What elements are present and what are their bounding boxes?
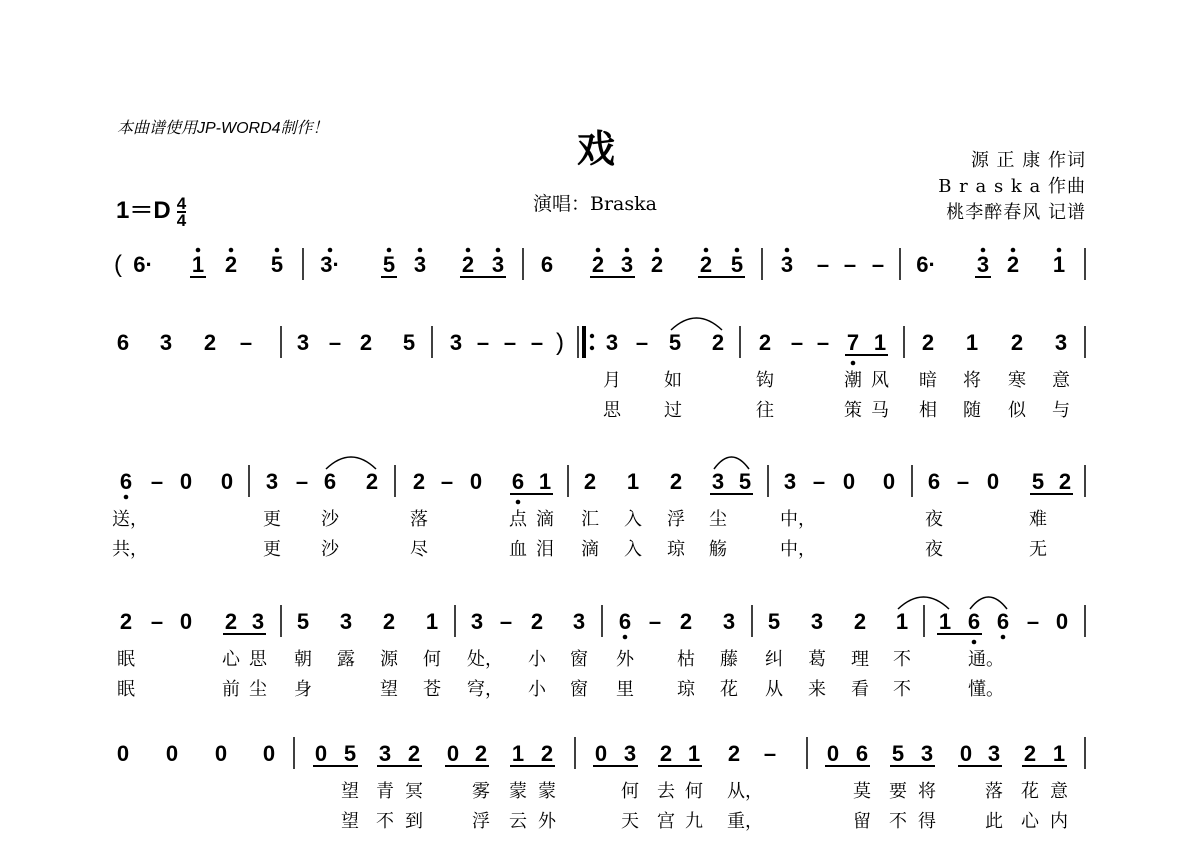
- note: 2: [461, 252, 475, 277]
- note: 5: [402, 330, 416, 355]
- lyric-char: 露: [337, 649, 355, 670]
- lyric-char: 藤: [720, 649, 738, 670]
- note: 2: [679, 609, 693, 634]
- note: 3: [159, 330, 173, 355]
- dash-mark: –: [239, 330, 253, 355]
- high-octave-dot: [704, 248, 709, 253]
- repeat-dot: [590, 346, 594, 350]
- note: 5: [343, 741, 357, 766]
- lyric-char: 中，: [780, 509, 816, 530]
- lyric-char: 望: [380, 679, 398, 700]
- lyric-char: 望: [341, 781, 359, 802]
- note: 0: [220, 469, 234, 494]
- lyric-char: 理: [851, 649, 869, 670]
- note: 1: [1052, 252, 1066, 277]
- high-octave-dot: [466, 248, 471, 253]
- note: 0: [179, 609, 193, 634]
- dash-mark: –: [816, 252, 830, 277]
- note: 6: [540, 252, 554, 277]
- lyric-char: 通。: [968, 649, 1004, 670]
- note: 5: [730, 252, 744, 277]
- note: 1: [1052, 741, 1066, 766]
- lyric-char: 难: [1029, 509, 1047, 530]
- lyric-char: 前: [222, 679, 240, 700]
- lyric-char: 滴: [581, 539, 599, 560]
- lyric-char: 雾: [472, 781, 490, 802]
- dash-mark: –: [763, 741, 777, 766]
- lyric-char: 血: [509, 539, 527, 560]
- note: 3: [470, 609, 484, 634]
- note: 3·: [320, 252, 340, 277]
- note: 0: [959, 741, 973, 766]
- dash-mark: –: [328, 330, 342, 355]
- note: 2: [650, 252, 664, 277]
- note: 0: [179, 469, 193, 494]
- lyric-char: 要: [889, 781, 907, 802]
- lyric-char: 意: [1052, 370, 1070, 391]
- note: 2: [365, 469, 379, 494]
- lyric-char: 宫: [657, 811, 675, 832]
- note: 0: [1055, 609, 1069, 634]
- software-credit: 本曲谱使用JP-WORD4制作！: [117, 120, 329, 137]
- dash-mark: –: [816, 330, 830, 355]
- note: 2: [530, 609, 544, 634]
- dash-mark: –: [150, 469, 164, 494]
- note: 6: [927, 469, 941, 494]
- note: 2: [853, 609, 867, 634]
- lyric-char: 小: [528, 679, 546, 700]
- dash-mark: –: [790, 330, 804, 355]
- lyric-char: 滴: [536, 509, 554, 530]
- note: 3: [620, 252, 634, 277]
- note: 6: [116, 330, 130, 355]
- tie-slur: [714, 457, 749, 469]
- lyric-char: 尽: [410, 539, 428, 560]
- lyric-char: 朝: [294, 649, 312, 670]
- lyric-char: 不: [889, 811, 907, 832]
- note: 2: [1006, 252, 1020, 277]
- low-octave-dot: [623, 635, 628, 640]
- lyric-char: 不: [376, 811, 394, 832]
- lyric-char: 更: [263, 539, 281, 560]
- note: 3: [711, 469, 725, 494]
- lyric-char: 蒙: [509, 781, 527, 802]
- lyric-char: 琼: [667, 539, 685, 560]
- lyricist-credit: 源 正 康 作词: [970, 150, 1086, 171]
- lyric-char: 从，: [727, 781, 763, 802]
- note: 3: [780, 252, 794, 277]
- lyric-char: 到: [405, 811, 423, 832]
- note: 0: [826, 741, 840, 766]
- lyric-char: 花: [1021, 781, 1039, 802]
- high-octave-dot: [1057, 248, 1062, 253]
- note: 1: [965, 330, 979, 355]
- lyric-char: 入: [624, 539, 642, 560]
- song-title: 戏: [577, 127, 616, 171]
- lyric-char: 何: [423, 649, 441, 670]
- lyric-char: 思: [249, 649, 267, 670]
- lyric-char: 中，: [780, 539, 816, 560]
- lyric-char: 重，: [727, 811, 763, 832]
- note: 0: [446, 741, 460, 766]
- lyric-char: 将: [918, 781, 936, 802]
- lyric-char: 眠: [117, 679, 135, 700]
- note: 1: [538, 469, 552, 494]
- note: 5: [270, 252, 284, 277]
- lyric-char: 小: [528, 649, 546, 670]
- note: 2: [412, 469, 426, 494]
- note: 2: [591, 252, 605, 277]
- lyric-char: 外: [538, 811, 556, 832]
- lyric-char: 思: [603, 400, 621, 421]
- lyric-char: 去: [657, 781, 675, 802]
- note: 5: [296, 609, 310, 634]
- low-octave-dot: [124, 495, 129, 500]
- note: 1: [687, 741, 701, 766]
- note: 2: [1023, 741, 1037, 766]
- lyric-char: 不: [893, 649, 911, 670]
- lyric-char: 过: [664, 400, 682, 421]
- lyric-char: 落: [410, 509, 428, 530]
- note: 0: [842, 469, 856, 494]
- lyric-char: 穹，: [467, 679, 503, 700]
- lyric-char: 来: [808, 679, 826, 700]
- note: 6: [855, 741, 869, 766]
- lyric-char: 与: [1052, 400, 1070, 421]
- note: 2: [727, 741, 741, 766]
- lyric-char: 此: [985, 811, 1003, 832]
- dash-mark: –: [530, 330, 544, 355]
- lyric-char: 共，: [112, 539, 148, 560]
- composer-credit: B r a s k a 作曲: [938, 176, 1086, 197]
- lyric-char: 望: [341, 811, 359, 832]
- note: 3: [810, 609, 824, 634]
- tie-slur: [970, 597, 1007, 609]
- high-octave-dot: [1011, 248, 1016, 253]
- lyric-char: 看: [851, 679, 869, 700]
- lyric-char: 眠: [117, 649, 135, 670]
- note: 0: [882, 469, 896, 494]
- high-octave-dot: [785, 248, 790, 253]
- lyric-char: 点: [509, 509, 527, 530]
- note: 3: [920, 741, 934, 766]
- lyric-char: 莫: [853, 781, 871, 802]
- lyric-char: 天: [621, 811, 639, 832]
- note: 5: [767, 609, 781, 634]
- lyric-char: 似: [1008, 400, 1026, 421]
- note: 6: [511, 469, 525, 494]
- note: 2: [119, 609, 133, 634]
- low-octave-dot: [516, 500, 521, 505]
- dash-mark: –: [503, 330, 517, 355]
- note: 0: [314, 741, 328, 766]
- lyric-char: 何: [621, 781, 639, 802]
- note: 3: [378, 741, 392, 766]
- repeat-dot: [590, 334, 594, 338]
- note: 3: [783, 469, 797, 494]
- lyric-char: 里: [616, 679, 634, 700]
- high-octave-dot: [496, 248, 501, 253]
- lyric-char: 留: [853, 811, 871, 832]
- low-octave-dot: [851, 361, 856, 366]
- dash-mark: –: [635, 330, 649, 355]
- time-numerator: 4: [176, 193, 187, 213]
- lyric-char: 钩: [756, 370, 774, 391]
- high-octave-dot: [196, 248, 201, 253]
- lyric-char: 处，: [467, 649, 503, 670]
- note: 6: [618, 609, 632, 634]
- lyric-char: 琼: [677, 679, 695, 700]
- note: 2: [382, 609, 396, 634]
- lyric-char: 汇: [581, 509, 599, 530]
- lyric-char: 觞: [709, 539, 727, 560]
- note: 6·: [916, 252, 936, 277]
- note: 0: [262, 741, 276, 766]
- transcriber-credit: 桃李醉春风 记谱: [946, 202, 1086, 223]
- dash-mark: –: [812, 469, 826, 494]
- lyric-char: 云: [509, 811, 527, 832]
- note: 3: [605, 330, 619, 355]
- note: 3: [1054, 330, 1068, 355]
- lyric-char: 纠: [765, 649, 783, 670]
- lyric-char: 尘: [709, 509, 727, 530]
- lyric-char: 花: [720, 679, 738, 700]
- lyric-char: 尘: [249, 679, 267, 700]
- lyric-char: 得: [918, 811, 936, 832]
- dash-mark: –: [648, 609, 662, 634]
- note: 1: [938, 609, 952, 634]
- note: 1: [191, 252, 205, 277]
- lyric-char: 随: [963, 400, 981, 421]
- lyric-char: 窗: [570, 679, 588, 700]
- lyric-char: 心: [222, 649, 240, 670]
- lyric-char: 枯: [677, 649, 695, 670]
- note: 2: [224, 252, 238, 277]
- note: 6: [119, 469, 133, 494]
- lyric-char: 不: [893, 679, 911, 700]
- lyric-char: 入: [624, 509, 642, 530]
- lyric-char: 月: [603, 370, 621, 391]
- high-octave-dot: [735, 248, 740, 253]
- lyric-char: 窗: [570, 649, 588, 670]
- lyric-char: 九: [685, 811, 703, 832]
- lyric-char: 落: [985, 781, 1003, 802]
- lyric-char: 从: [765, 679, 783, 700]
- note: 2: [540, 741, 554, 766]
- note: 0: [469, 469, 483, 494]
- note: 3: [449, 330, 463, 355]
- lyric-char: 暗: [919, 370, 937, 391]
- note: 2: [758, 330, 772, 355]
- key-signature: 1＝D: [116, 197, 171, 224]
- lyric-char: 蒙: [538, 781, 556, 802]
- lyric-char: 外: [616, 649, 634, 670]
- note: 2: [1058, 469, 1072, 494]
- note: 3: [491, 252, 505, 277]
- note: 2: [407, 741, 421, 766]
- dash-mark: –: [843, 252, 857, 277]
- note: 6: [996, 609, 1010, 634]
- note: 3: [623, 741, 637, 766]
- low-octave-dot: [972, 640, 977, 645]
- dash-mark: –: [295, 469, 309, 494]
- lyric-char: 心: [1021, 811, 1039, 832]
- note: 3: [251, 609, 265, 634]
- note: 2: [921, 330, 935, 355]
- note: 3: [265, 469, 279, 494]
- lyric-char: 风: [871, 370, 889, 391]
- high-octave-dot: [275, 248, 280, 253]
- lyric-char: 策: [844, 400, 862, 421]
- lyric-char: 意: [1050, 781, 1068, 802]
- dash-mark: –: [1026, 609, 1040, 634]
- lyric-char: 将: [963, 370, 981, 391]
- lyric-char: 葛: [808, 649, 826, 670]
- note: 2: [1010, 330, 1024, 355]
- note: 2: [669, 469, 683, 494]
- lyric-char: 马: [871, 400, 889, 421]
- dash-mark: –: [150, 609, 164, 634]
- high-octave-dot: [328, 248, 333, 253]
- note: 0: [594, 741, 608, 766]
- lyric-char: 更: [263, 509, 281, 530]
- note: 3: [722, 609, 736, 634]
- note: 1: [626, 469, 640, 494]
- lyric-char: 相: [919, 400, 937, 421]
- parenthesis: ): [556, 329, 564, 356]
- note: 0: [116, 741, 130, 766]
- note: 6: [323, 469, 337, 494]
- note: 6·: [133, 252, 153, 277]
- lyric-char: 送，: [112, 509, 148, 530]
- dash-mark: –: [871, 252, 885, 277]
- lyric-char: 夜: [925, 539, 943, 560]
- note: 3: [572, 609, 586, 634]
- lyric-char: 浮: [472, 811, 490, 832]
- high-octave-dot: [625, 248, 630, 253]
- note: 5: [668, 330, 682, 355]
- singer-credit: 演唱：Braska: [533, 193, 657, 215]
- note: 2: [224, 609, 238, 634]
- note: 1: [895, 609, 909, 634]
- parenthesis: (: [114, 251, 122, 278]
- tie-slur: [671, 318, 722, 330]
- lyric-char: 何: [685, 781, 703, 802]
- high-octave-dot: [418, 248, 423, 253]
- note: 2: [203, 330, 217, 355]
- note: 3: [339, 609, 353, 634]
- lyric-char: 泪: [536, 539, 554, 560]
- note: 1: [425, 609, 439, 634]
- high-octave-dot: [229, 248, 234, 253]
- tie-slur: [326, 457, 376, 469]
- note: 3: [413, 252, 427, 277]
- note: 2: [474, 741, 488, 766]
- lyric-char: 冥: [405, 781, 423, 802]
- lyric-char: 内: [1050, 811, 1068, 832]
- note: 5: [738, 469, 752, 494]
- lyric-char: 浮: [667, 509, 685, 530]
- lyric-char: 沙: [321, 539, 339, 560]
- note: 3: [987, 741, 1001, 766]
- lyric-char: 无: [1029, 539, 1047, 560]
- note: 5: [1031, 469, 1045, 494]
- low-octave-dot: [1001, 635, 1006, 640]
- lyric-char: 往: [756, 400, 774, 421]
- lyric-char: 潮: [844, 370, 862, 391]
- dash-mark: –: [499, 609, 513, 634]
- lyric-char: 青: [376, 781, 394, 802]
- high-octave-dot: [655, 248, 660, 253]
- note: 5: [891, 741, 905, 766]
- high-octave-dot: [387, 248, 392, 253]
- note: 3: [976, 252, 990, 277]
- high-octave-dot: [981, 248, 986, 253]
- note: 7: [846, 330, 860, 355]
- dash-mark: –: [956, 469, 970, 494]
- lyric-char: 寒: [1008, 370, 1026, 391]
- note: 3: [296, 330, 310, 355]
- note: 2: [359, 330, 373, 355]
- lyric-char: 如: [664, 370, 682, 391]
- dash-mark: –: [440, 469, 454, 494]
- note: 2: [659, 741, 673, 766]
- note: 6: [967, 609, 981, 634]
- note: 5: [382, 252, 396, 277]
- dash-mark: –: [476, 330, 490, 355]
- note: 1: [511, 741, 525, 766]
- lyric-char: 沙: [321, 509, 339, 530]
- note: 0: [165, 741, 179, 766]
- note: 2: [711, 330, 725, 355]
- note: 2: [583, 469, 597, 494]
- note: 1: [873, 330, 887, 355]
- lyric-char: 源: [380, 649, 398, 670]
- lyric-char: 身: [294, 679, 312, 700]
- lyric-char: 苍: [423, 679, 441, 700]
- lyric-char: 夜: [925, 509, 943, 530]
- note: 0: [214, 741, 228, 766]
- note: 0: [986, 469, 1000, 494]
- lyric-char: 懂。: [968, 679, 1004, 700]
- note: 2: [699, 252, 713, 277]
- time-denominator: 4: [176, 210, 187, 230]
- high-octave-dot: [596, 248, 601, 253]
